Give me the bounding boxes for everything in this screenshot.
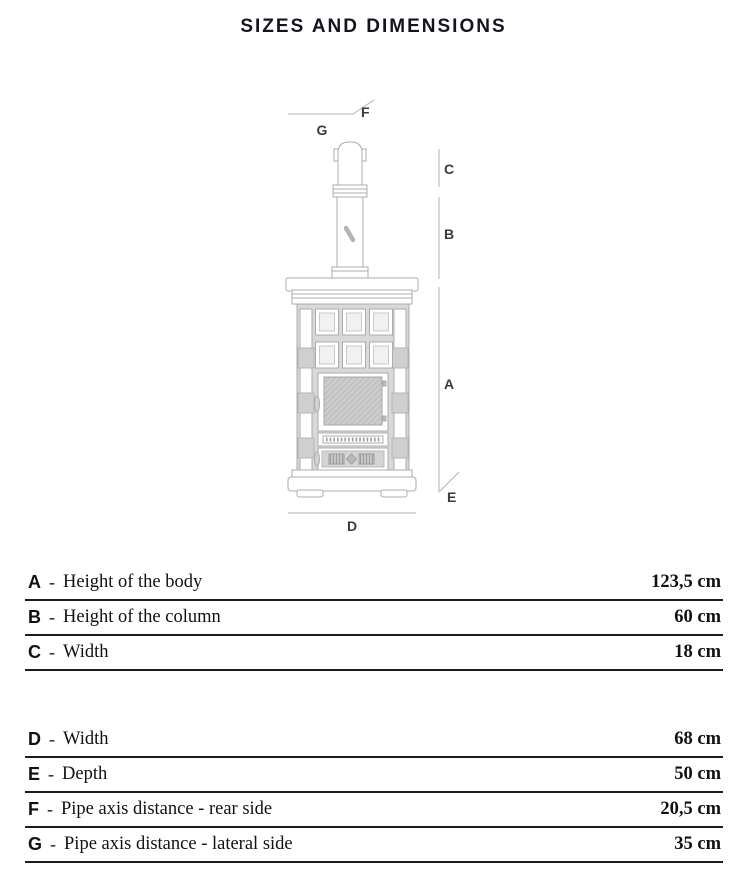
page-title: SIZES AND DIMENSIONS (240, 16, 507, 37)
dimension-separator: - (49, 607, 55, 627)
table-row (25, 758, 723, 793)
dimension-name: Pipe axis distance - rear side (61, 799, 273, 819)
dimension-value: 68 cm (674, 729, 721, 749)
stove-cornice (286, 278, 418, 304)
ash-drawer-panel (315, 448, 389, 470)
dimension-separator: - (48, 764, 55, 784)
table-row (25, 793, 723, 828)
table-row (25, 601, 723, 636)
dimension-name: Width (63, 729, 109, 749)
dimension-value: 20,5 cm (660, 799, 721, 819)
dim-label-g: G (316, 122, 328, 138)
dimension-letter: G (28, 834, 43, 854)
dim-label-d: D (346, 518, 358, 534)
dim-label-e: E (447, 489, 457, 505)
stove-illustration (286, 142, 418, 497)
dimension-separator: - (49, 642, 55, 662)
dimension-letter: B (28, 607, 41, 627)
dim-label-c: C (444, 161, 455, 177)
dimension-value: 60 cm (674, 607, 721, 627)
table-row (25, 828, 723, 863)
table-row (25, 723, 723, 758)
dimension-name: Height of the column (63, 607, 221, 627)
dimension-letter: F (28, 799, 39, 819)
dimension-value: 50 cm (674, 764, 721, 784)
stove-base (288, 470, 416, 497)
dimension-letter: A (28, 572, 41, 592)
dim-label-a: A (444, 376, 455, 392)
dimension-value: 35 cm (674, 834, 721, 854)
table-row (25, 566, 723, 601)
fire-door (315, 373, 389, 431)
dim-label-b: B (444, 226, 455, 242)
dimension-separator: - (49, 572, 55, 592)
dimension-separator: - (49, 729, 55, 749)
dimension-name: Depth (62, 764, 108, 784)
dimension-separator: - (47, 799, 53, 819)
dimension-value: 123,5 cm (651, 572, 721, 592)
dimensions-table-footprint (25, 723, 723, 863)
table-row (25, 636, 723, 671)
chimney-cap (334, 142, 366, 190)
dimension-separator: - (50, 834, 57, 854)
dimension-name: Pipe axis distance - lateral side (64, 834, 293, 854)
dimension-letter: C (28, 642, 41, 662)
dim-label-f: F (361, 104, 370, 120)
stove-pipe-column (332, 197, 368, 278)
dimension-name: Height of the body (63, 572, 203, 592)
vent-slot (318, 433, 388, 446)
dimension-name: Width (63, 642, 109, 662)
chimney-collar (333, 185, 367, 197)
dimensions-table-body (25, 566, 723, 671)
dimension-value: 18 cm (674, 642, 721, 662)
dimension-letter: E (28, 764, 41, 784)
dimension-letter: D (28, 729, 41, 749)
stove-dimensions-diagram (0, 75, 747, 540)
